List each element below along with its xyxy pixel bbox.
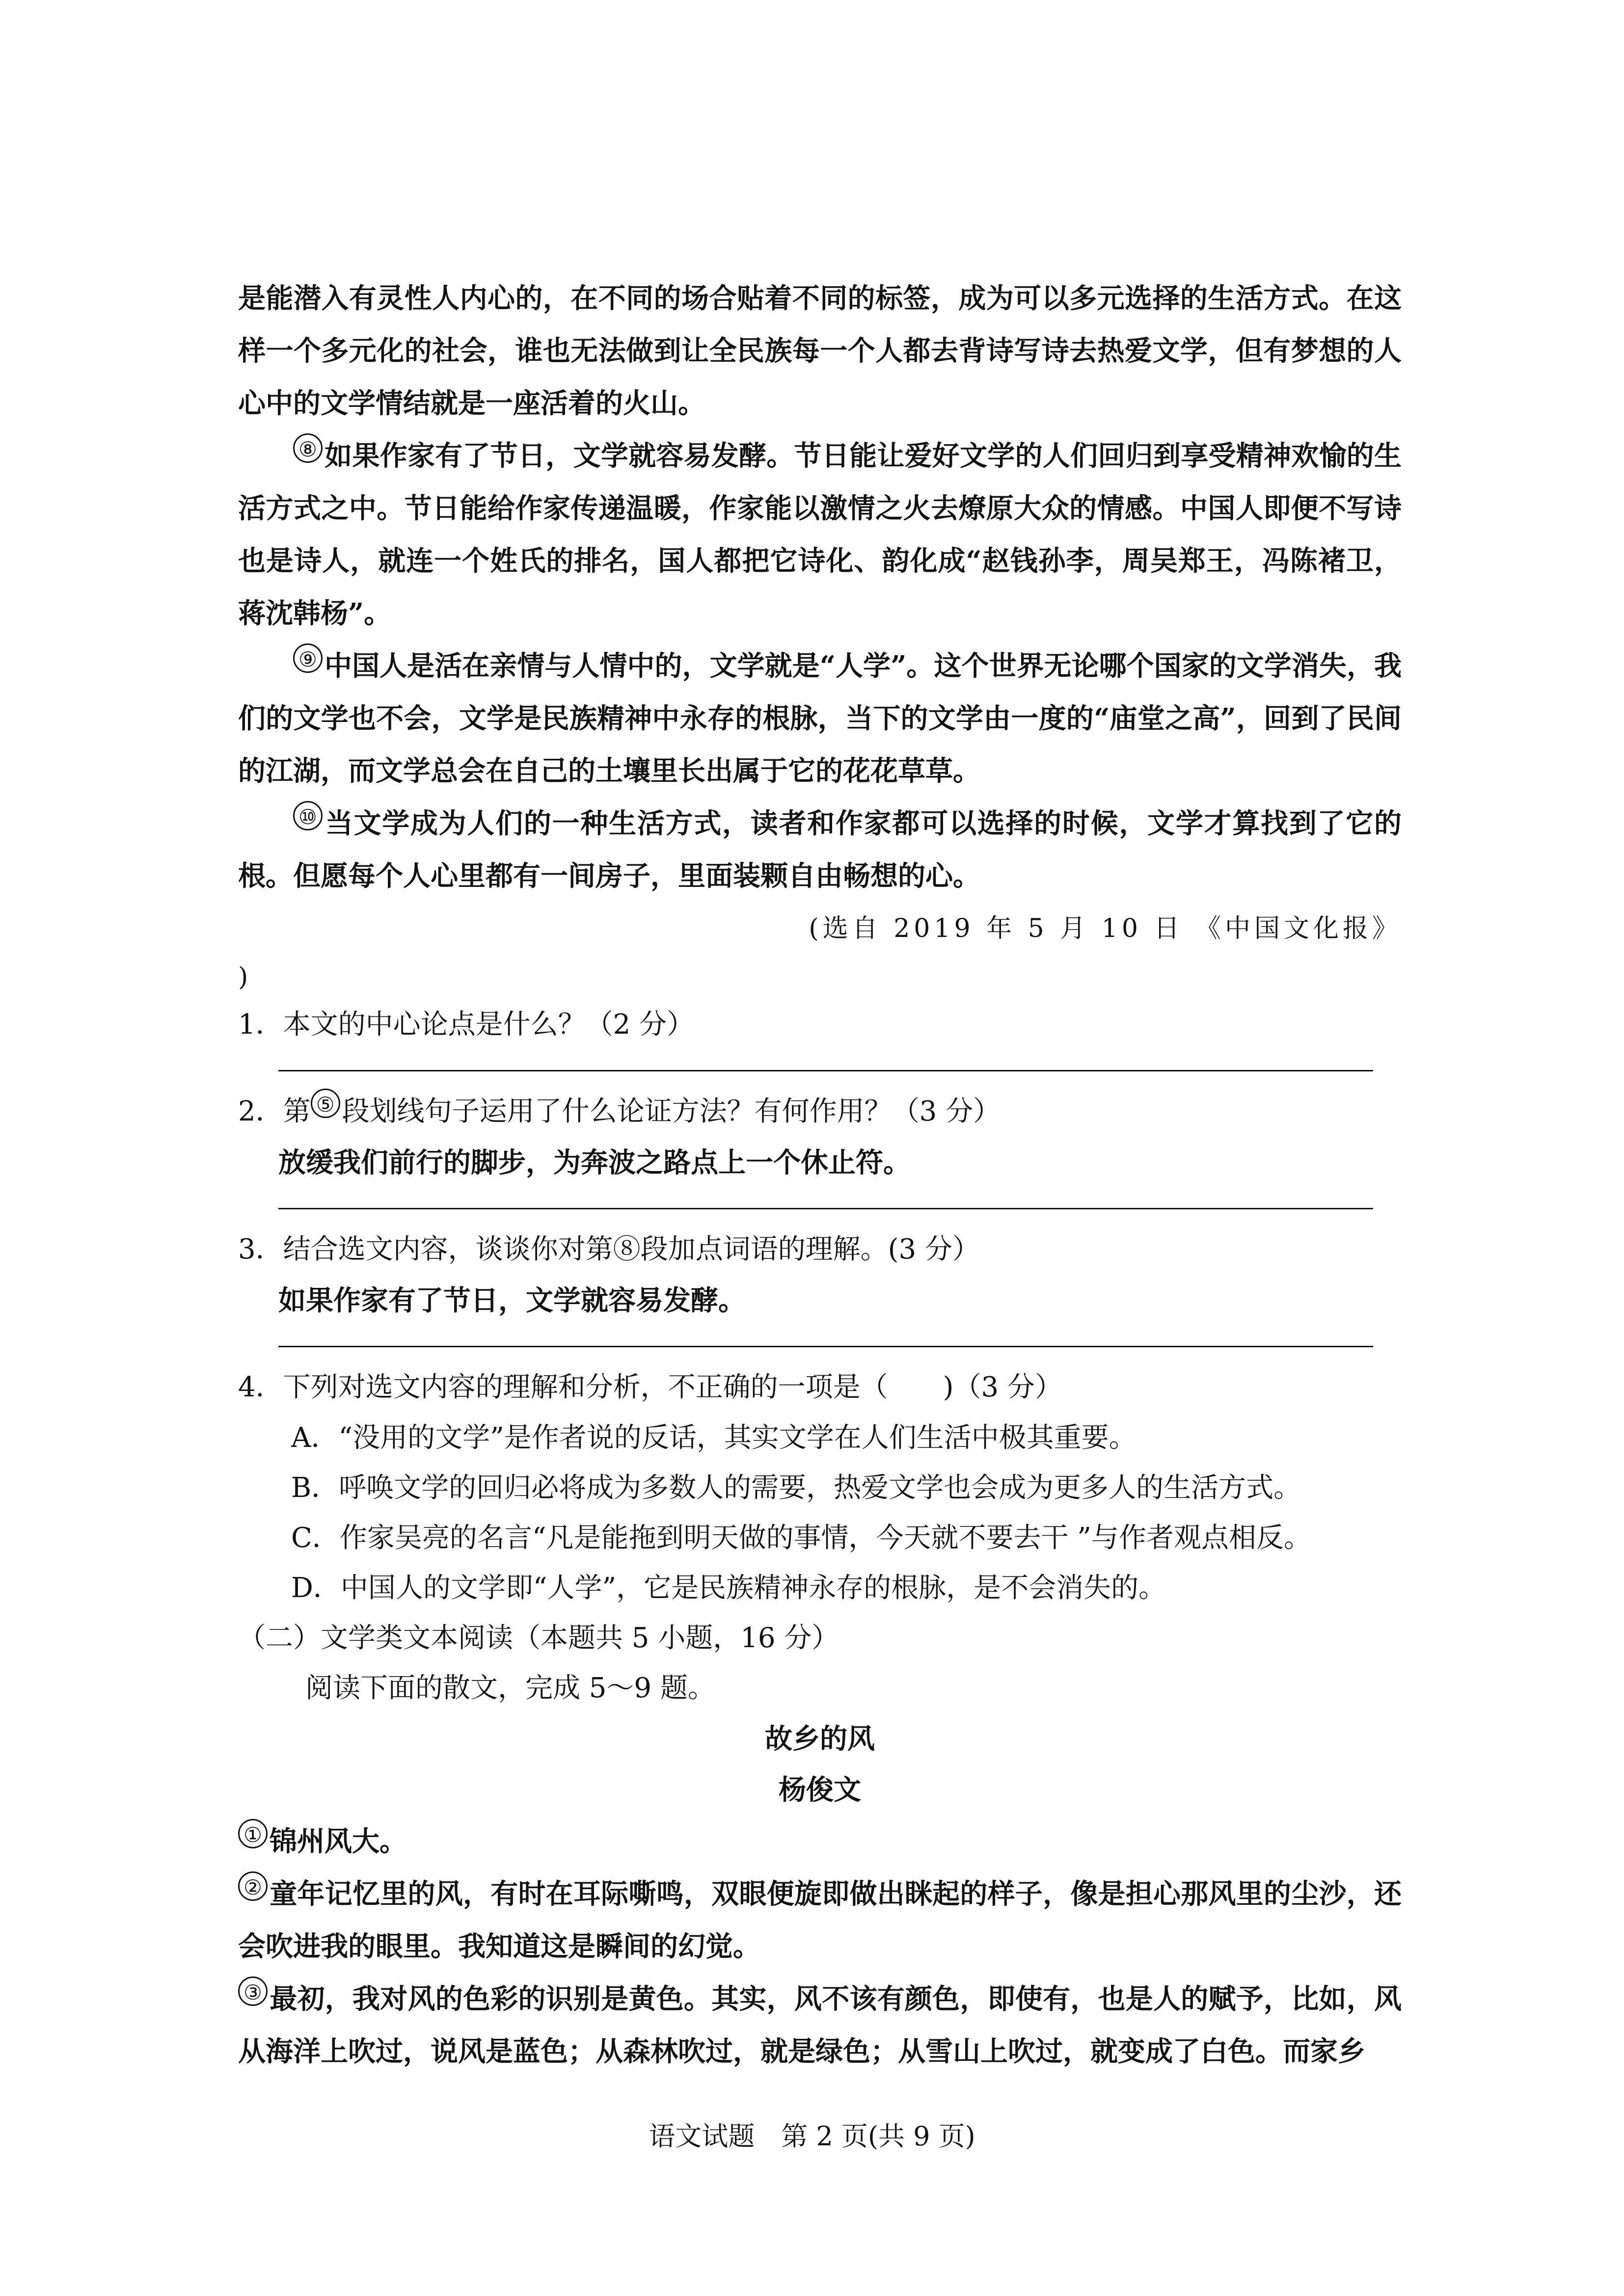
question-3: 3．结合选文内容，谈谈你对第⑧段加点词语的理解。(3 分） <box>238 1233 980 1265</box>
paragraph-10 <box>238 798 1402 903</box>
paragraph-10-text: 当文学成为人们的一种生活方式，读者和作家都可以选择的时候，文学才算找到了它的根。但愿每个人心里都有一间房子，里面装颗自由畅想的心。 <box>238 807 1402 892</box>
question-4-option-c[interactable]: C．作家吴亮的名言“凡是能拖到明天做的事情，今天就不要去干 ”与作者观点相反。 <box>291 1522 1311 1554</box>
paragraph-9-text: 中国人是活在亲情与人情中的，文学就是“人学”。这个世界无论哪个国家的文学消失，我们的文学也不会，文学是民族精神中永存的根脉，当下的文学由一度的“庙堂之高”，回到了民间的江湖，而文学总会在自己的土壤里长出属于它的花花草草。 <box>238 650 1402 787</box>
paragraph-number-9: ⑨ <box>293 643 323 673</box>
essay-paragraph-3 <box>238 1973 1402 2078</box>
question-2 <box>238 1086 1402 1137</box>
answer-line-1[interactable] <box>278 1070 1373 1071</box>
essay-paragraph-number-2: ② <box>238 1871 268 1901</box>
source-citation-close: ) <box>238 962 248 992</box>
question-4-option-a[interactable]: A．“没用的文学”是作者说的反话，其实文学在人们生活中极其重要。 <box>291 1422 1137 1454</box>
page-footer: 语文试题 第 2 页(共 9 页) <box>649 2121 975 2152</box>
source-citation: (选自 2019 年 5 月 10 日 《中国文化报》 <box>809 914 1402 943</box>
essay-paragraph-2 <box>238 1868 1402 1973</box>
essay-paragraph-3-text: 最初，我对风的色彩的识别是黄色。其实，风不该有颜色，即使有，也是人的赋予，比如，风从海洋上吹过，说风是蓝色；从森林吹过，就是绿色；从雪山上吹过，就变成了白色。而家乡 <box>238 1983 1402 2068</box>
question-2-prefix: 2．第 <box>238 1095 311 1127</box>
question-2-quote: 放缓我们前行的脚步，为奔波之路点上一个休止符。 <box>278 1147 911 1179</box>
essay-title: 故乡的风 <box>765 1723 875 1755</box>
question-2-paragraph-number: ⑤ <box>311 1089 340 1118</box>
paragraph-number-8: ⑧ <box>293 433 323 463</box>
paragraph-number-10: ⑩ <box>293 801 323 830</box>
question-4: 4．下列对选文内容的理解和分析，不正确的一项是（ )（3 分） <box>238 1371 1062 1403</box>
paragraph-8-text: 如果作家有了节日，文学就容易发酵。节日能让爱好文学的人们回归到享受精神欢愉的生活方式之中。节日能给作家传递温暖，作家能以激情之火去燎原大众的情感。中国人即便不写诗也是诗人，就连一个姓氏的排名，国人都把它诗化、韵化成“赵钱孙李，周吴郑王，冯陈褚卫，蒋沈韩杨”。 <box>238 440 1402 630</box>
essay-paragraph-number-1: ① <box>238 1819 268 1848</box>
question-2-text: 段划线句子运用了什么论证方法？有何作用？（3 分） <box>342 1095 1001 1127</box>
section-2-heading: （二）文学类文本阅读（本题共 5 小题，16 分） <box>238 1622 839 1654</box>
paragraph-9 <box>238 640 1402 798</box>
essay-paragraph-1 <box>238 1815 1402 1868</box>
answer-line-2[interactable] <box>278 1208 1373 1209</box>
paragraph-8 <box>238 430 1402 640</box>
section-2-intro: 阅读下面的散文，完成 5～9 题。 <box>305 1672 715 1704</box>
essay-author: 杨俊文 <box>779 1774 861 1806</box>
question-4-option-d[interactable]: D．中国人的文学即“人学”，它是民族精神永存的根脉，是不会消失的。 <box>291 1572 1166 1604</box>
question-1: 1．本文的中心论点是什么？（2 分） <box>238 1009 695 1041</box>
paragraph-7-continued: 是能潜入有灵性人内心的，在不同的场合贴着不同的标签，成为可以多元选择的生活方式。在这样一个多元化的社会，谁也无法做到让全民族每一个人都去背诗写诗去热爱文学，但有梦想的人心中的文学情结就是一座活着的火山。 <box>238 282 1402 420</box>
essay-paragraph-number-3: ③ <box>238 1976 268 2006</box>
page-content <box>238 272 1402 2078</box>
question-4-option-b[interactable]: B．呼唤文学的回归必将成为多数人的需要，热爱文学也会成为更多人的生活方式。 <box>291 1472 1301 1504</box>
question-3-quote: 如果作家有了节日，文学就容易发酵。 <box>278 1284 746 1317</box>
answer-line-3[interactable] <box>278 1346 1373 1347</box>
essay-paragraph-1-text: 锦州风大。 <box>270 1825 407 1858</box>
essay-paragraph-2-text: 童年记忆里的风，有时在耳际嘶鸣，双眼便旋即做出眯起的样子，像是担心那风里的尘沙，还会吹进我的眼里。我知道这是瞬间的幻觉。 <box>238 1878 1402 1963</box>
